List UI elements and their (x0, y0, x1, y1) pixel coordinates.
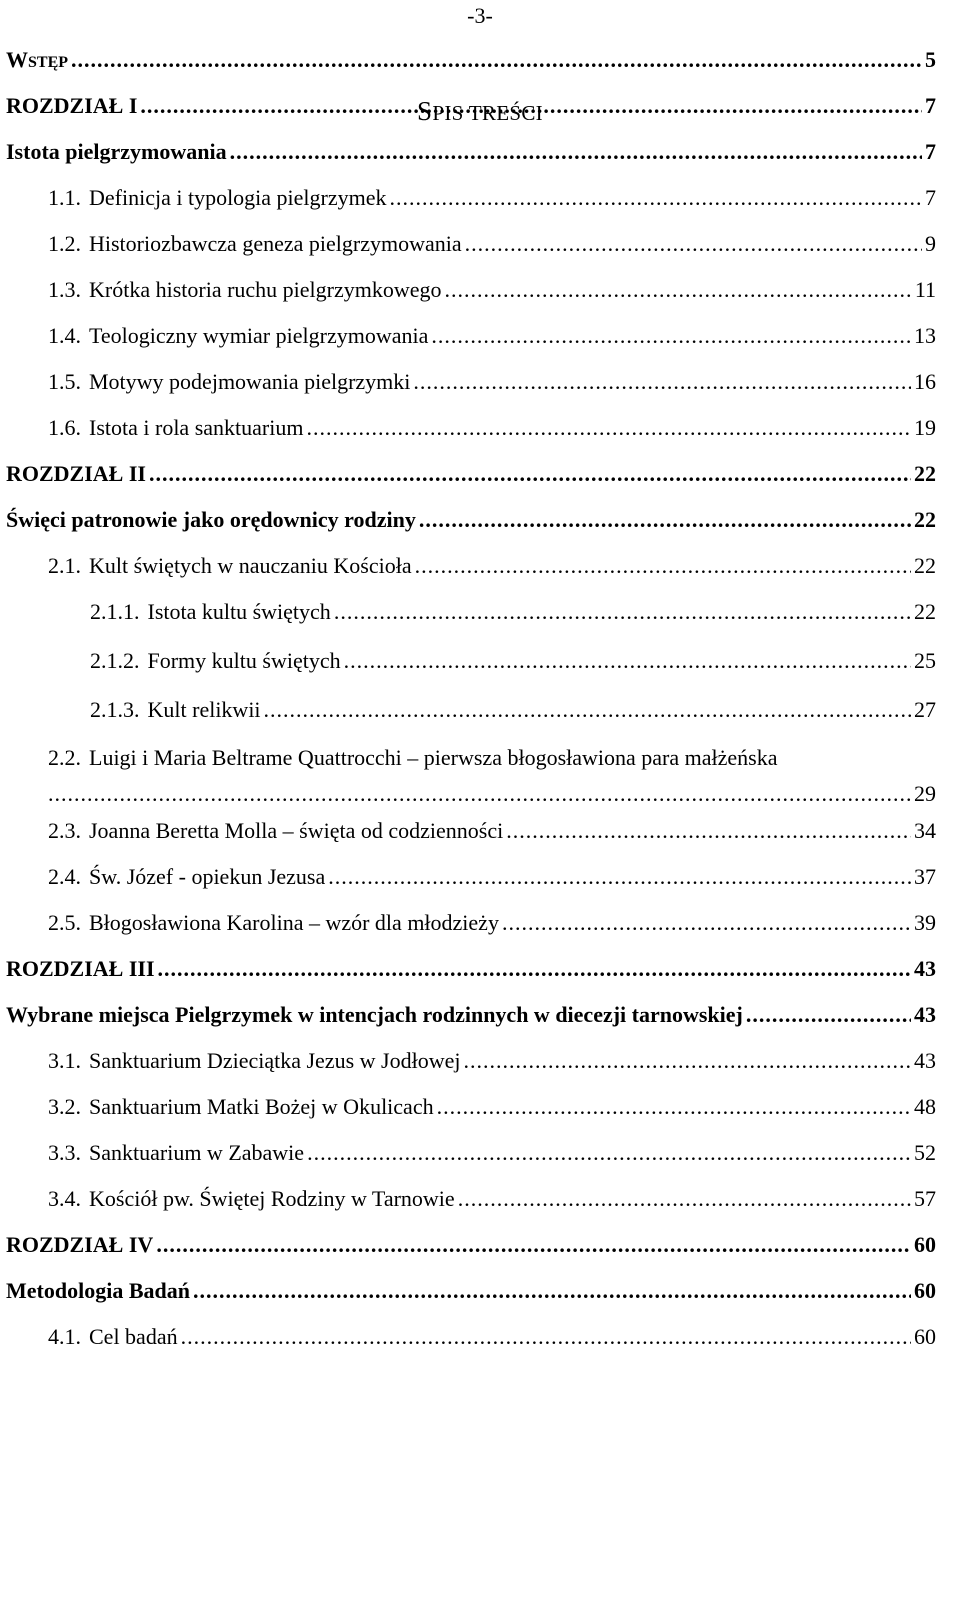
toc-entry-title: Istota i rola sanktuarium (89, 415, 304, 440)
toc-entry-number: 3.1. (48, 1048, 81, 1073)
toc-page-number: 22 (914, 599, 936, 624)
toc-entry-title: Istota pielgrzymowania (6, 139, 227, 164)
toc-entry-1-2[interactable] (48, 230, 936, 258)
toc-entry-title: Cel badań (89, 1324, 178, 1349)
toc-entry-1-1[interactable] (48, 184, 936, 212)
dot-leader (156, 1231, 911, 1259)
toc-entry-3-4[interactable] (48, 1185, 936, 1213)
dot-leader (334, 598, 911, 626)
dot-leader (307, 1139, 911, 1167)
toc-page-number: 7 (925, 185, 936, 210)
toc-entry-2-1-3[interactable] (90, 696, 936, 724)
toc-entry-title: Krótka historia ruchu pielgrzymkowego (89, 277, 442, 302)
toc-page-number: 43 (914, 956, 936, 981)
toc-entry-number: 2.4. (48, 864, 81, 889)
toc-entry-2-2[interactable] (48, 744, 936, 772)
toc-entry-title: Sanktuarium w Zabawie (89, 1140, 305, 1165)
toc-entry-chapter-1[interactable] (6, 92, 936, 120)
toc-entry-number: 4.1. (48, 1324, 81, 1349)
toc-entry-1-5[interactable] (48, 368, 936, 396)
toc-entry-number: 3.4. (48, 1186, 81, 1211)
dot-leader (264, 696, 911, 724)
toc-page-number: 16 (914, 369, 936, 394)
toc-entry-number: 3.2. (48, 1094, 81, 1119)
toc-page-number: 37 (914, 864, 936, 889)
toc-entry-title: Joanna Beretta Molla – święta od codzienności (89, 818, 504, 843)
toc-entry-2-1[interactable] (48, 552, 936, 580)
toc-entry-title: Święci patronowie jako orędownicy rodziny (6, 507, 416, 532)
toc-entry-2-1-2[interactable] (90, 647, 936, 675)
toc-entry-title: Istota kultu świętych (147, 599, 331, 624)
dot-leader (230, 138, 922, 166)
dot-leader (48, 780, 911, 808)
toc-entry-chapter-1-title[interactable] (6, 138, 936, 166)
toc-entry-title: Luigi i Maria Beltrame Quattrocchi – pierwsza błogosławiona para małżeńska (89, 745, 778, 770)
dot-leader (328, 863, 911, 891)
dot-leader (193, 1277, 911, 1305)
toc-entry-2-5[interactable] (48, 909, 936, 937)
toc-entry-2-3[interactable] (48, 817, 936, 845)
toc-page-number: 5 (925, 47, 936, 72)
toc-page-number: 43 (914, 1048, 936, 1073)
toc-entry-title: Sanktuarium Dzieciątka Jezus w Jodłowej (89, 1048, 461, 1073)
dot-leader (149, 460, 911, 488)
toc-entry-title: Metodologia Badań (6, 1278, 190, 1303)
toc-entry-title: ROZDZIAŁ I (6, 93, 138, 118)
dot-leader (181, 1323, 911, 1351)
dot-leader (465, 230, 922, 258)
toc-page-number: 11 (914, 277, 936, 302)
dot-leader (445, 276, 912, 304)
toc-entry-chapter-3-title[interactable] (6, 1001, 936, 1029)
dot-leader (431, 322, 911, 350)
toc-entry-number: 2.1.3. (90, 697, 140, 722)
toc-entry-3-1[interactable] (48, 1047, 936, 1075)
toc-page-number: 22 (914, 461, 936, 486)
toc-entry-chapter-2-title[interactable] (6, 506, 936, 534)
toc-page-number: 27 (914, 697, 936, 722)
toc-entry-number: 2.1.1. (90, 599, 140, 624)
toc-entry-title: WSTĘP (6, 47, 69, 72)
toc-entry-title: ROZDZIAŁ II (6, 461, 146, 486)
toc-page-number: 13 (914, 323, 936, 348)
toc-page-number: 22 (914, 553, 936, 578)
toc-entry-number: 1.1. (48, 185, 81, 210)
toc-entry-title: Motywy podejmowania pielgrzymki (89, 369, 411, 394)
toc-entry-title: ROZDZIAŁ IV (6, 1232, 154, 1257)
toc-page-number: 48 (914, 1094, 936, 1119)
toc-entry-3-3[interactable] (48, 1139, 936, 1167)
dot-leader (344, 647, 911, 675)
toc-entry-number: 1.4. (48, 323, 81, 348)
toc-entry-title: Definicja i typologia pielgrzymek (89, 185, 387, 210)
dot-leader (413, 368, 911, 396)
toc-entry-number: 2.1. (48, 553, 81, 578)
toc-entry-number: 1.3. (48, 277, 81, 302)
toc-page-number: 60 (914, 1324, 936, 1349)
dot-leader (140, 92, 922, 120)
toc-page-number: 29 (914, 781, 936, 806)
dot-leader (437, 1093, 911, 1121)
toc-entry-title: Teologiczny wymiar pielgrzymowania (89, 323, 429, 348)
toc-entry-chapter-2[interactable] (6, 460, 936, 488)
toc-entry-title: Kult relikwii (147, 697, 261, 722)
dot-leader (746, 1001, 911, 1029)
toc-entry-title: Kult świętych w nauczaniu Kościoła (89, 553, 412, 578)
toc-entry-1-4[interactable] (48, 322, 936, 350)
toc-entry-title: Wybrane miejsca Pielgrzymek w intencjach rodzinnych w diecezji tarnowskiej (6, 1002, 743, 1027)
toc-entry-number: 2.5. (48, 910, 81, 935)
toc-page-number: 25 (914, 648, 936, 673)
toc-page-number: 7 (925, 93, 936, 118)
toc-page-number: 22 (914, 507, 936, 532)
toc-entry-number: 1.5. (48, 369, 81, 394)
toc-entry-chapter-4-title[interactable] (6, 1277, 936, 1305)
toc-entry-title: Św. Józef - opiekun Jezusa (89, 864, 326, 889)
toc-page-number: 43 (914, 1002, 936, 1027)
title-initial: S (417, 96, 433, 126)
toc-entry-number: 2.2. (48, 745, 81, 770)
toc-page-number: 7 (925, 139, 936, 164)
toc-page-number: 9 (925, 231, 936, 256)
toc-page-number: 34 (914, 818, 936, 843)
title-rest: PIS TREŚCI (432, 101, 543, 125)
toc-entry-number: 2.3. (48, 818, 81, 843)
toc-entry-2-4[interactable] (48, 863, 936, 891)
toc-entry-number: 1.2. (48, 231, 81, 256)
page-number: -3- (467, 3, 493, 28)
toc-entry-title: Błogosławiona Karolina – wzór dla młodzieży (89, 910, 499, 935)
toc-entry-2-1-1[interactable] (90, 598, 936, 626)
toc-entry-3-2[interactable] (48, 1093, 936, 1121)
dot-leader (415, 552, 911, 580)
toc-entry-title: Historiozbawcza geneza pielgrzymowania (89, 231, 462, 256)
toc-entry-title: Formy kultu świętych (147, 648, 341, 673)
toc-entry-number: 1.6. (48, 415, 81, 440)
toc-entry-title: Kościół pw. Świętej Rodziny w Tarnowie (89, 1186, 455, 1211)
toc-page-number: 60 (914, 1232, 936, 1257)
dot-leader (506, 817, 911, 845)
toc-entry-2-2-continuation[interactable] (48, 780, 936, 808)
toc-entry-number: 2.1.2. (90, 648, 140, 673)
toc-page-number: 57 (914, 1186, 936, 1211)
toc-page-number: 60 (914, 1278, 936, 1303)
toc-entry-number: 3.3. (48, 1140, 81, 1165)
dot-leader (502, 909, 911, 937)
toc-entry-title: Sanktuarium Matki Bożej w Okulicach (89, 1094, 434, 1119)
toc-entry-1-3[interactable] (48, 276, 936, 304)
toc-entry-chapter-3[interactable] (6, 955, 936, 983)
toc-entry-wstep[interactable] (6, 46, 936, 74)
toc-page-number: 19 (914, 415, 936, 440)
toc-entry-4-1[interactable] (48, 1323, 936, 1351)
dot-leader (390, 184, 922, 212)
toc-page-number: 52 (914, 1140, 936, 1165)
dot-leader (71, 46, 922, 74)
dot-leader (419, 506, 911, 534)
toc-entry-1-6[interactable] (48, 414, 936, 442)
dot-leader (306, 414, 911, 442)
dot-leader (158, 955, 911, 983)
toc-entry-title: ROZDZIAŁ III (6, 956, 155, 981)
dot-leader (463, 1047, 911, 1075)
toc-page-number: 39 (914, 910, 936, 935)
dot-leader (458, 1185, 911, 1213)
toc-entry-chapter-4[interactable] (6, 1231, 936, 1259)
